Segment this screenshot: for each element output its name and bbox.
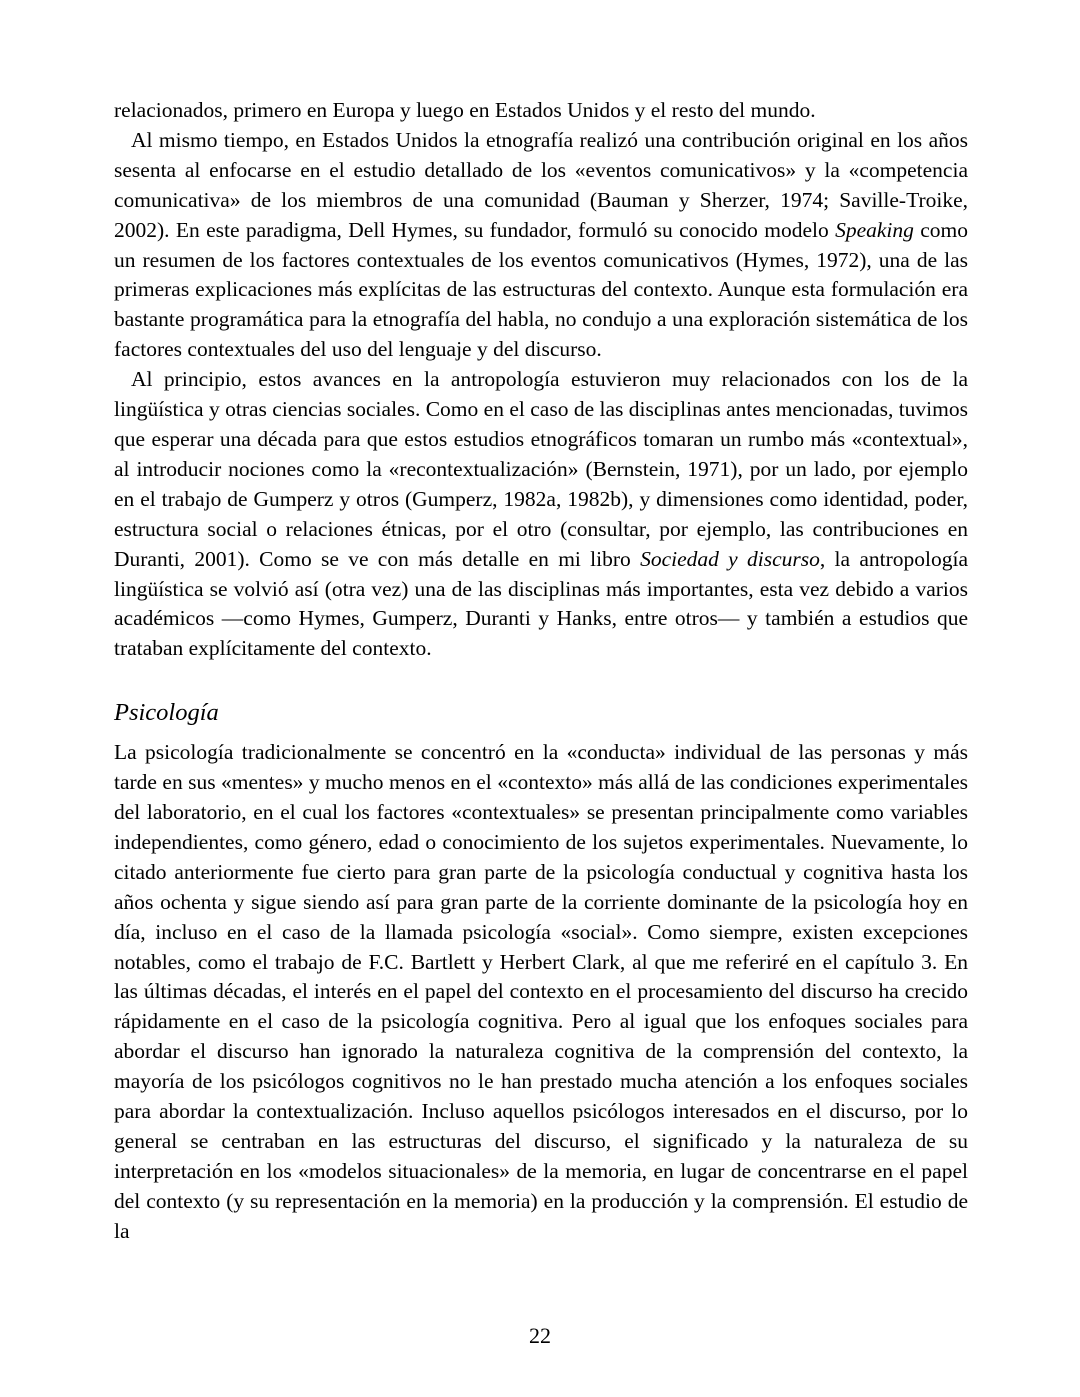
book-title-sociedad-y-discurso: Sociedad y discurso bbox=[640, 546, 820, 571]
paragraph-etnografia-part2: como un resumen de los factores contextuales de los eventos comunicativos (Hymes, 1972), una de las primeras explicaciones más explícitas de las estructuras del contexto. Aunque esta formulación era bastante programática para la etnografía del habla, no condujo a una exploración sistemática de los factores contextuales del uso del lenguaje y del discurso. bbox=[114, 217, 968, 362]
paragraph-antropologia-part2: , la antropología lingüística se volvió así (otra vez) una de las disciplinas más importantes, esta vez debido a varios académicos —como Hymes, Gumperz, Duranti y Hanks, entre otros— y también a estudios que trataban explícitamente del contexto. bbox=[114, 546, 969, 661]
paragraph-antropologia-part1: Al principio, estos avances en la antropología estuvieron muy relacionados con los de la lingüística y otras ciencias sociales. Como en el caso de las disciplinas antes mencionadas, tuvimos que esperar una década para que estos estudios etnográficos tomaran un rumbo más «contextual», al introducir nociones como la «recontextualización» (Bernstein, 1971), por un lado, por ejemplo en el trabajo de Gumperz y otros (Gumperz, 1982a, 1982b), y dimensiones como identidad, poder, estructura social o relaciones étnicas, por el otro (consultar, por ejemplo, las contribuciones en Duranti, 2001). Como se ve con más detalle en mi libro bbox=[114, 367, 968, 571]
text-column bbox=[114, 96, 968, 1247]
paragraph-etnografia-part1: Al mismo tiempo, en Estados Unidos la etnografía realizó una contribución original en los años sesenta al enfocarse en el estudio detallado de los «eventos comunicativos» y la «competencia comunicativa» de los miembros de una comunidad (Bauman y Sherzer, 1974; Saville-Troike, 2002). En este paradigma, Dell Hymes, su fundador, formuló su conocido modelo bbox=[114, 127, 968, 242]
title-speaking: Speaking bbox=[835, 217, 914, 242]
paragraph-etnografia bbox=[114, 126, 968, 365]
paragraph-psicologia: La psicología tradicionalmente se concentró en la «conducta» individual de las personas y más tarde en sus «mentes» y mucho menos en el «contexto» más allá de las condiciones experimentales del laboratorio, en el cual los factores «contextuales» se presentan principalmente como variables independientes, como género, edad o conocimiento de los sujetos experimentales. Nuevamente, lo citado anteriormente fue cierto para gran parte de la psicología conductual y cognitiva hasta los años ochenta y sigue siendo así para gran parte de la corriente dominante de la psicología hoy en día, incluso en el caso de la llamada psicología «social». Como siempre, existen excepciones notables, como el trabajo de F.C. Bartlett y Herbert Clark, al que me referiré en el capítulo 3. En las últimas décadas, el interés en el papel del contexto en el procesamiento del discurso ha crecido rápidamente en el caso de la psicología cognitiva. Pero al igual que los enfoques sociales para abordar el discurso han ignorado la naturaleza cognitiva de la comprensión del contexto, la mayoría de los psicólogos cognitivos no le han prestado mucha atención a los enfoques sociales para abordar la contextualización. Incluso aquellos psicólogos interesados en el discurso, por lo general se centraban en las estructuras del discurso, el significado y la naturaleza de su interpretación en los «modelos situacionales» de la memoria, en lugar de concentrarse en el papel del contexto (y su representación en la memoria) en la producción y la comprensión. El estudio de la bbox=[114, 740, 968, 1243]
paragraph-antropologia bbox=[114, 365, 968, 664]
page-number: 22 bbox=[529, 1323, 551, 1348]
section-heading-psicologia: Psicología bbox=[114, 699, 219, 727]
paragraph-continuation: relacionados, primero en Europa y luego en Estados Unidos y el resto del mundo. bbox=[114, 98, 816, 122]
